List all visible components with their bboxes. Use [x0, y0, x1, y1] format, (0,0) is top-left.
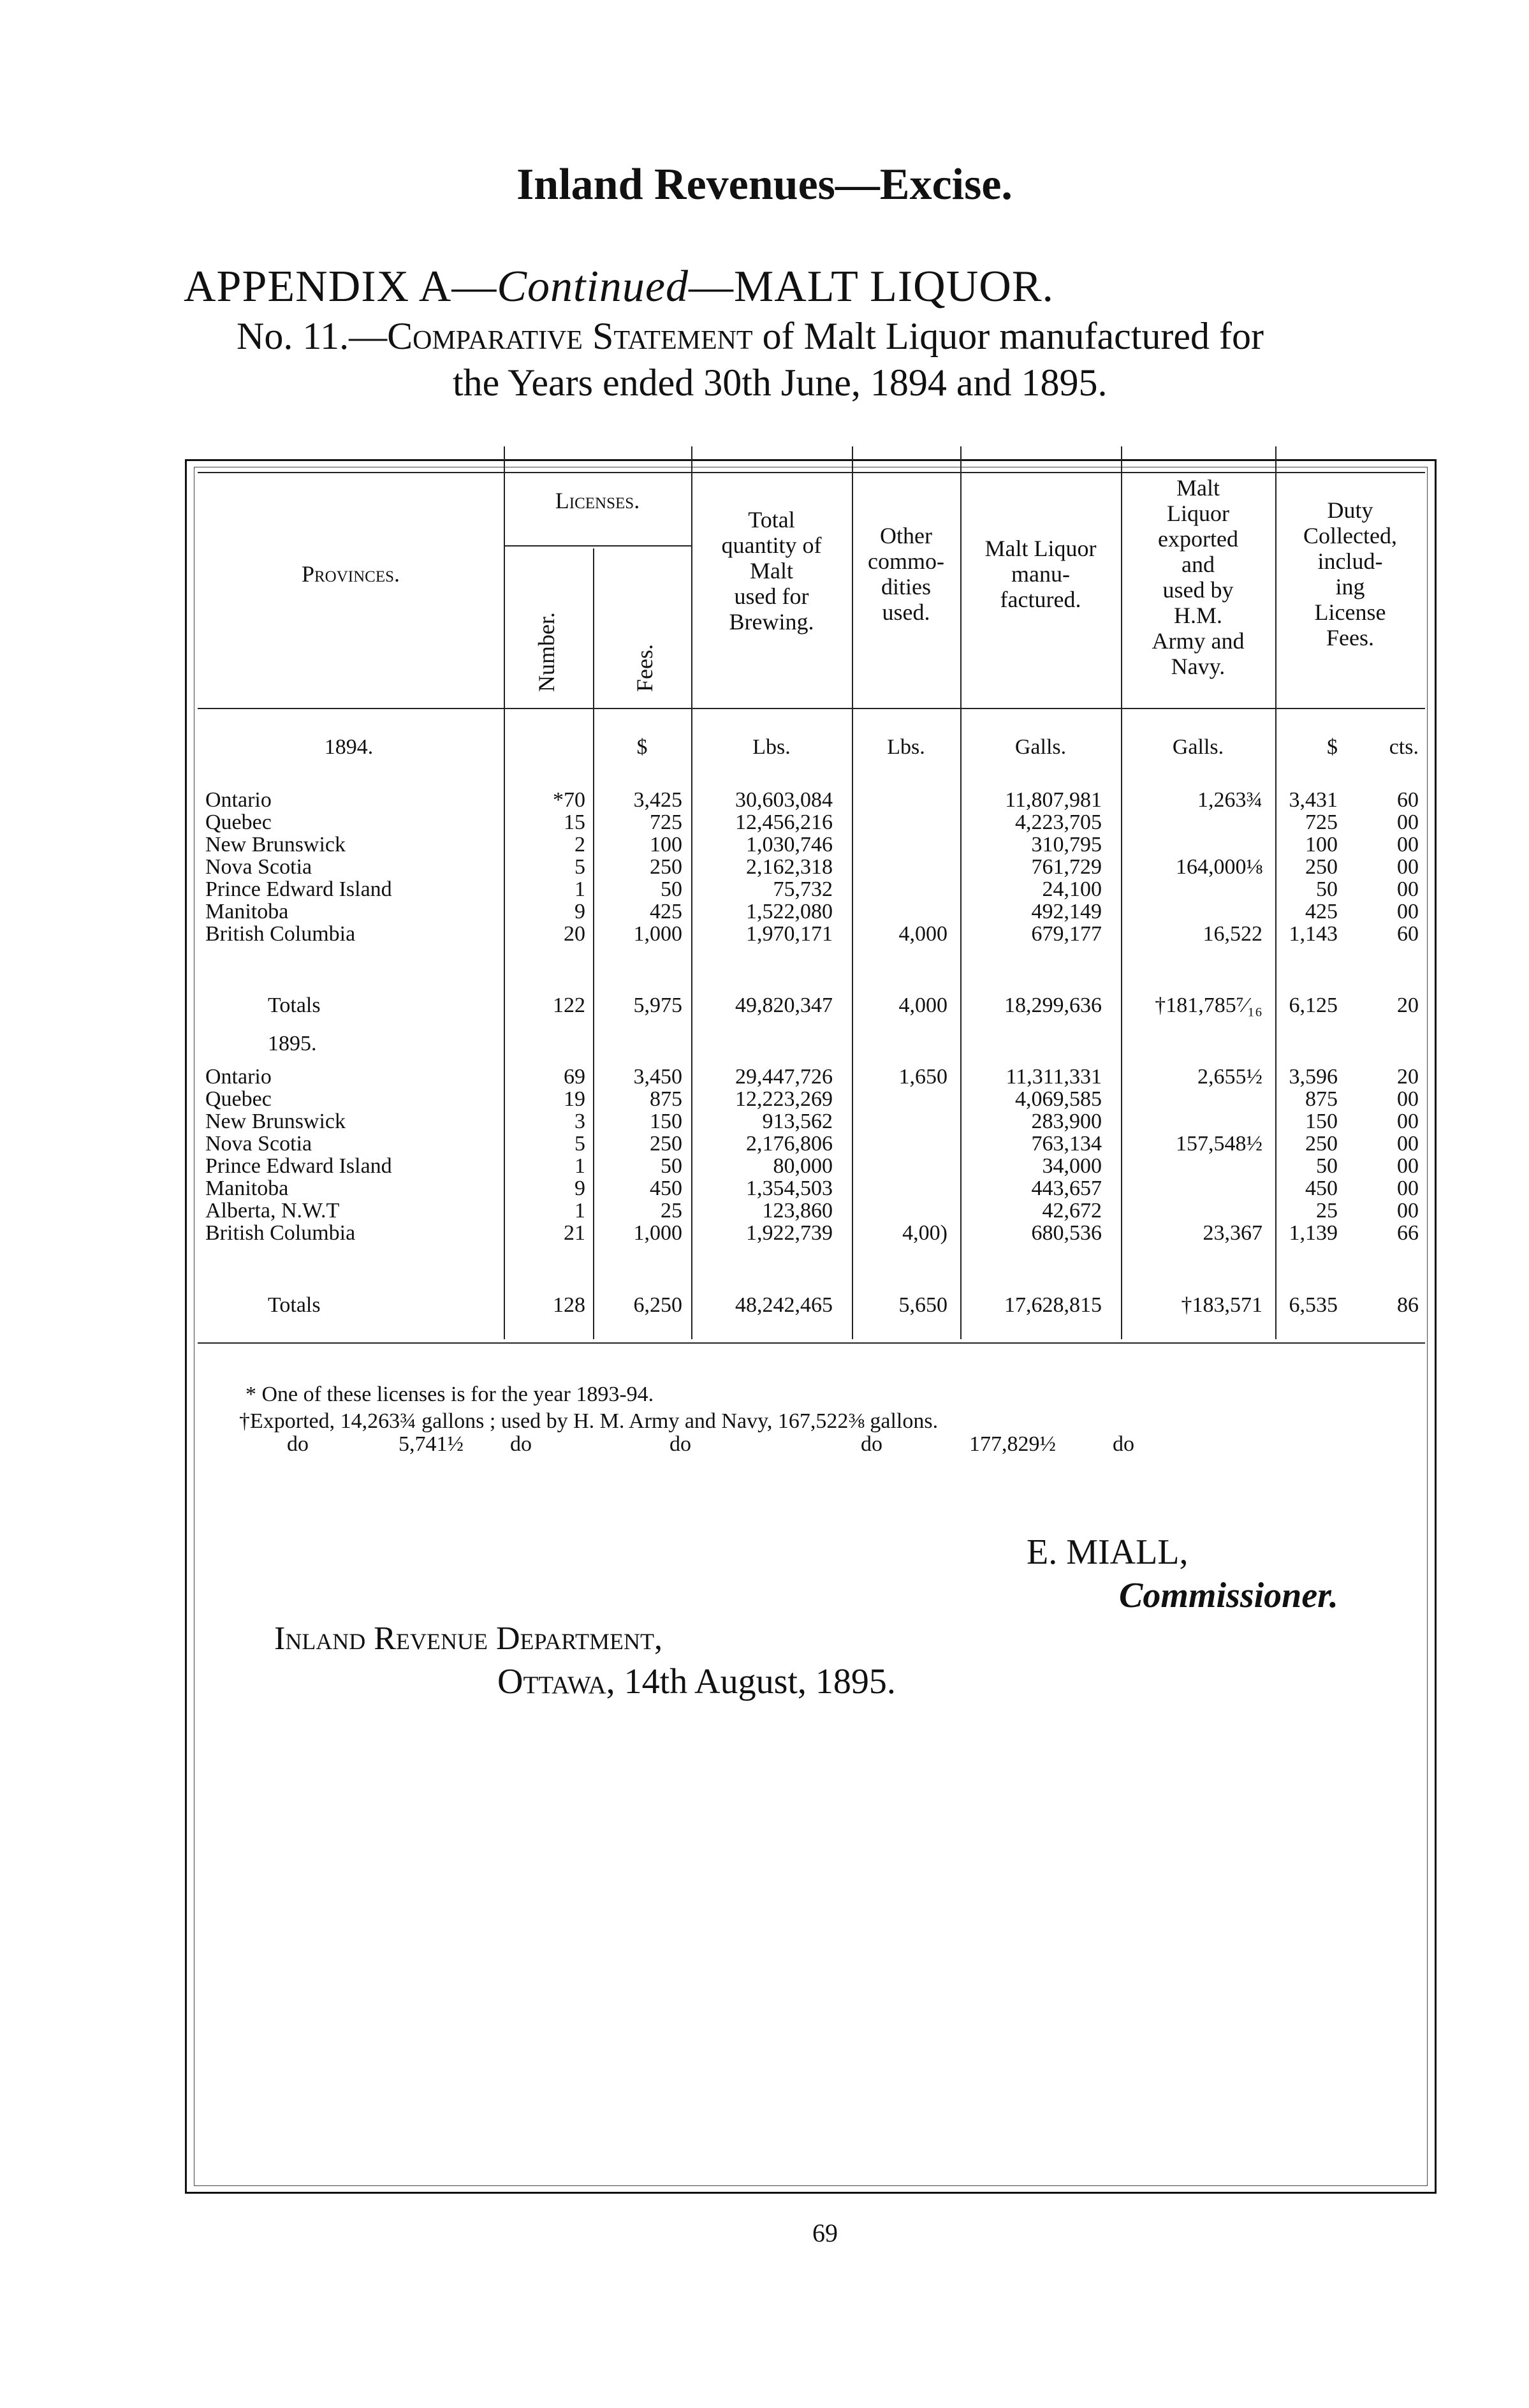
malt-cell: 2,176,806 — [746, 1132, 833, 1156]
units-malt: Lbs. — [752, 735, 791, 759]
appendix-title — [184, 261, 1054, 312]
manufactured-cell: 34,000 — [1042, 1154, 1102, 1178]
units-duty-dollar: $ — [1327, 735, 1338, 759]
duty-dollars-cell: 1,139 — [1289, 1221, 1338, 1245]
header-exported-l8: Navy. — [1171, 654, 1225, 679]
header-exported-l5: used by — [1162, 577, 1234, 603]
fees-cell: 50 — [661, 1154, 682, 1178]
number-cell: *70 — [553, 788, 585, 812]
province-cell: British Columbia — [205, 922, 356, 946]
number-cell: 1 — [574, 1154, 585, 1178]
duty-cents-cell: 00 — [1397, 1154, 1419, 1178]
exported-cell: 1,263¾ — [1197, 788, 1262, 812]
malt-cell: 1,922,739 — [746, 1221, 833, 1245]
manufactured-cell: 679,177 — [1031, 922, 1102, 946]
header-duty-l6: Fees. — [1326, 625, 1374, 650]
exported-cell: 23,367 — [1203, 1221, 1262, 1245]
statement-line2: the Years ended 30th June, 1894 and 1895. — [453, 362, 1108, 404]
table-top-rule — [198, 472, 1425, 473]
duty-cents-cell: 60 — [1397, 922, 1419, 946]
table-row — [0, 879, 1529, 901]
duty-dollars-cell: 150 — [1305, 1110, 1338, 1133]
duty-dollars-cell: 725 — [1305, 811, 1338, 834]
totals-malt: 48,242,465 — [735, 1293, 833, 1317]
province-cell: Nova Scotia — [205, 1132, 312, 1156]
header-exported-l3: exported — [1158, 526, 1238, 552]
malt-cell: 1,970,171 — [746, 922, 833, 946]
table-row — [0, 1200, 1529, 1222]
header-total-quantity — [691, 507, 852, 635]
fees-cell: 450 — [650, 1177, 682, 1200]
table-row — [0, 1111, 1529, 1133]
other-cell: 1,650 — [898, 1065, 947, 1089]
statement-title — [237, 314, 1264, 358]
fees-cell: 25 — [661, 1199, 682, 1222]
duty-cents-cell: 20 — [1397, 1065, 1419, 1089]
units-duty-cts: cts. — [1389, 735, 1419, 759]
manufactured-cell: 11,807,981 — [1005, 788, 1102, 812]
table-row — [0, 1133, 1529, 1156]
place-rest: , 14th August, 1895. — [606, 1662, 896, 1701]
malt-cell: 913,562 — [762, 1110, 833, 1133]
totals-other: 5,650 — [898, 1293, 947, 1317]
fees-cell: 250 — [650, 1132, 682, 1156]
exported-cell: 16,522 — [1203, 922, 1262, 946]
number-cell: 2 — [574, 833, 585, 856]
number-cell: 1 — [574, 1199, 585, 1222]
table-row — [0, 812, 1529, 834]
fees-cell: 3,450 — [633, 1065, 682, 1089]
fees-cell: 1,000 — [633, 1221, 682, 1245]
duty-cents-cell: 00 — [1397, 1132, 1419, 1156]
do-5: do — [861, 1432, 882, 1456]
statement-rest: of Malt Liquor manufactured for — [752, 315, 1264, 357]
place-caps: Ottawa — [497, 1662, 606, 1701]
manufactured-cell: 310,795 — [1031, 833, 1102, 856]
duty-dollars-cell: 450 — [1305, 1177, 1338, 1200]
header-number: Number. — [534, 612, 559, 692]
number-cell: 5 — [574, 1132, 585, 1156]
duty-cents-cell: 00 — [1397, 855, 1419, 879]
province-cell: Quebec — [205, 1087, 272, 1111]
header-duty-l2: Collected, — [1303, 523, 1397, 548]
header-total-quantity-l4: used for — [734, 584, 809, 609]
header-exported-l1: Malt — [1176, 475, 1220, 501]
page-number: 69 — [812, 2219, 838, 2247]
manufactured-cell: 24,100 — [1042, 877, 1102, 901]
fees-cell: 3,425 — [633, 788, 682, 812]
other-cell: 4,000 — [898, 922, 947, 946]
header-exported-l4: and — [1182, 552, 1215, 577]
duty-cents-cell: 00 — [1397, 1110, 1419, 1133]
table-row — [0, 901, 1529, 923]
header-exported — [1121, 475, 1275, 679]
province-cell: British Columbia — [205, 1221, 356, 1245]
number-cell: 19 — [564, 1087, 585, 1111]
province-cell: Nova Scotia — [205, 855, 312, 879]
header-total-quantity-l5: Brewing. — [729, 609, 814, 635]
totals-fees: 5,975 — [633, 994, 682, 1017]
units-year: 1894. — [324, 735, 374, 759]
header-other-l1: Other — [880, 523, 932, 548]
duty-cents-cell: 00 — [1397, 1177, 1419, 1200]
duty-cents-cell: 00 — [1397, 833, 1419, 856]
statement-caps: Comparative Statement — [387, 315, 753, 357]
statement-no: No. 11.— — [237, 315, 388, 357]
totals-other: 4,000 — [898, 994, 947, 1017]
table-row — [0, 789, 1529, 812]
manufactured-cell: 763,134 — [1031, 1132, 1102, 1156]
manufactured-cell: 11,311,331 — [1006, 1065, 1102, 1089]
table-row — [0, 1089, 1529, 1111]
table-row — [0, 1066, 1529, 1089]
appendix-prefix: APPENDIX A— — [184, 262, 497, 311]
number-cell: 20 — [564, 922, 585, 946]
header-other-l4: used. — [882, 599, 930, 625]
duty-dollars-cell: 3,431 — [1289, 788, 1338, 812]
number-cell: 15 — [564, 811, 585, 834]
manufactured-cell: 42,672 — [1042, 1199, 1102, 1222]
units-exported: Galls. — [1172, 735, 1224, 759]
units-other: Lbs. — [887, 735, 925, 759]
manufactured-cell: 283,900 — [1031, 1110, 1102, 1133]
exported-cell: 157,548½ — [1176, 1132, 1262, 1156]
footnote-dagger: †Exported, 14,263¾ gallons ; used by H. M. Army and Navy, 167,522⅜ gallons. — [239, 1409, 939, 1433]
malt-cell: 80,000 — [773, 1154, 833, 1178]
fees-cell: 425 — [650, 900, 682, 923]
province-cell: Manitoba — [205, 1177, 289, 1200]
totals-number: 122 — [553, 994, 585, 1017]
number-cell: 69 — [564, 1065, 585, 1089]
do-6: 177,829½ — [969, 1432, 1056, 1456]
footnote-do-line — [0, 1432, 1529, 1458]
totals-duty-cents: 20 — [1397, 994, 1419, 1017]
header-exported-l2: Liquor — [1167, 501, 1229, 526]
header-bottom-rule — [198, 708, 1425, 709]
manufactured-cell: 4,069,585 — [1015, 1087, 1102, 1111]
header-duty — [1275, 497, 1425, 650]
malt-cell: 1,354,503 — [746, 1177, 833, 1200]
province-cell: New Brunswick — [205, 833, 346, 856]
province-cell: Ontario — [205, 788, 272, 812]
units-row — [0, 737, 1529, 762]
year-1895: 1895. — [268, 1032, 317, 1055]
duty-dollars-cell: 425 — [1305, 900, 1338, 923]
fees-cell: 100 — [650, 833, 682, 856]
malt-cell: 12,456,216 — [735, 811, 833, 834]
units-manufactured: Galls. — [1014, 735, 1067, 759]
header-duty-l5: License — [1314, 599, 1386, 625]
exported-cell: 164,000⅛ — [1176, 855, 1262, 879]
fees-cell: 875 — [650, 1087, 682, 1111]
table-bottom-rule — [198, 1342, 1425, 1344]
header-exported-l6: H.M. — [1173, 603, 1222, 628]
totals-exported: †183,571 — [1181, 1293, 1262, 1317]
table-row — [0, 834, 1529, 856]
duty-dollars-cell: 25 — [1316, 1199, 1338, 1222]
number-cell: 3 — [574, 1110, 585, 1133]
number-cell: 9 — [574, 1177, 585, 1200]
header-manufactured — [960, 536, 1121, 612]
province-cell: Manitoba — [205, 900, 289, 923]
totals-exported: †181,785⁷⁄₁₆ — [1155, 994, 1262, 1017]
duty-dollars-cell: 3,596 — [1289, 1065, 1338, 1089]
header-other-l3: dities — [881, 574, 931, 599]
province-cell: Prince Edward Island — [205, 1154, 392, 1178]
fees-cell: 725 — [650, 811, 682, 834]
signature-name: E. MIALL, — [1027, 1532, 1189, 1572]
number-cell: 1 — [574, 877, 585, 901]
running-title: Inland Revenues—Excise. — [516, 160, 1013, 209]
duty-cents-cell: 00 — [1397, 877, 1419, 901]
totals-duty-dollars: 6,535 — [1289, 1293, 1338, 1317]
totals-label: Totals — [268, 994, 321, 1017]
duty-cents-cell: 00 — [1397, 1087, 1419, 1111]
manufactured-cell: 4,223,705 — [1015, 811, 1102, 834]
fees-cell: 250 — [650, 855, 682, 879]
malt-cell: 30,603,084 — [735, 788, 833, 812]
duty-dollars-cell: 250 — [1305, 855, 1338, 879]
table-row — [0, 1156, 1529, 1178]
totals-manufactured: 17,628,815 — [1004, 1293, 1102, 1317]
duty-dollars-cell: 1,143 — [1289, 922, 1338, 946]
duty-cents-cell: 66 — [1397, 1221, 1419, 1245]
province-cell: Ontario — [205, 1065, 272, 1089]
province-cell: Quebec — [205, 811, 272, 834]
appendix-suffix: —MALT LIQUOR. — [688, 262, 1055, 311]
header-total-quantity-l1: Total — [748, 507, 795, 532]
duty-dollars-cell: 100 — [1305, 833, 1338, 856]
number-cell: 21 — [564, 1221, 585, 1245]
header-fees: Fees. — [632, 644, 657, 692]
duty-cents-cell: 00 — [1397, 1199, 1419, 1222]
malt-cell: 75,732 — [773, 877, 833, 901]
place-date — [497, 1661, 896, 1702]
header-provinces: Provinces. — [301, 561, 400, 587]
fees-cell: 50 — [661, 877, 682, 901]
province-cell: Alberta, N.W.T — [205, 1199, 340, 1222]
province-cell: New Brunswick — [205, 1110, 346, 1133]
manufactured-cell: 443,657 — [1031, 1177, 1102, 1200]
units-fees: $ — [636, 735, 648, 759]
duty-dollars-cell: 875 — [1305, 1087, 1338, 1111]
malt-cell: 12,223,269 — [735, 1087, 833, 1111]
fees-cell: 150 — [650, 1110, 682, 1133]
province-cell: Prince Edward Island — [205, 877, 392, 901]
table-row — [0, 1178, 1529, 1200]
do-1: do — [287, 1432, 309, 1456]
do-2: 5,741½ — [399, 1432, 464, 1456]
malt-cell: 1,030,746 — [746, 833, 833, 856]
department: Inland Revenue Department, — [274, 1620, 663, 1657]
licenses-rule — [504, 545, 691, 547]
duty-cents-cell: 00 — [1397, 900, 1419, 923]
table-row — [0, 856, 1529, 879]
totals-manufactured: 18,299,636 — [1004, 994, 1102, 1017]
totals-label: Totals — [268, 1293, 321, 1317]
table-row — [0, 923, 1529, 946]
header-manufactured-l1: Malt Liquor — [984, 536, 1097, 561]
malt-cell: 2,162,318 — [746, 855, 833, 879]
malt-cell: 123,860 — [762, 1199, 833, 1222]
table-row — [0, 1222, 1529, 1245]
exported-cell: 2,655½ — [1197, 1065, 1262, 1089]
duty-dollars-cell: 50 — [1316, 1154, 1338, 1178]
header-other-l2: commo- — [868, 548, 944, 574]
totals-number: 128 — [553, 1293, 585, 1317]
footnote-star: * One of these licenses is for the year 1893-94. — [245, 1383, 654, 1406]
duty-cents-cell: 00 — [1397, 811, 1419, 834]
manufactured-cell: 761,729 — [1031, 855, 1102, 879]
totals-duty-dollars: 6,125 — [1289, 994, 1338, 1017]
header-other — [852, 523, 960, 625]
table-frame-inner — [194, 467, 1428, 2186]
header-duty-l3: includ- — [1317, 548, 1383, 574]
appendix-continued: Continued — [497, 262, 689, 311]
number-cell: 9 — [574, 900, 585, 923]
duty-dollars-cell: 50 — [1316, 877, 1338, 901]
manufactured-cell: 492,149 — [1031, 900, 1102, 923]
header-manufactured-l3: factured. — [1000, 587, 1081, 612]
do-7: do — [1113, 1432, 1134, 1456]
other-cell: 4,00) — [902, 1221, 947, 1245]
totals-malt: 49,820,347 — [735, 994, 833, 1017]
totals-duty-cents: 86 — [1397, 1293, 1419, 1317]
fees-cell: 1,000 — [633, 922, 682, 946]
malt-cell: 1,522,080 — [746, 900, 833, 923]
duty-cents-cell: 60 — [1397, 788, 1419, 812]
header-duty-l4: ing — [1335, 574, 1365, 599]
manufactured-cell: 680,536 — [1031, 1221, 1102, 1245]
totals-fees: 6,250 — [633, 1293, 682, 1317]
signature-title: Commissioner. — [1119, 1576, 1338, 1615]
number-cell: 5 — [574, 855, 585, 879]
header-total-quantity-l2: quantity of — [721, 532, 822, 558]
do-4: do — [669, 1432, 691, 1456]
header-licenses: Licenses. — [555, 488, 640, 513]
duty-dollars-cell: 250 — [1305, 1132, 1338, 1156]
do-3: do — [510, 1432, 532, 1456]
header-total-quantity-l3: Malt — [750, 558, 793, 584]
malt-cell: 29,447,726 — [735, 1065, 833, 1089]
header-manufactured-l2: manu- — [1011, 561, 1070, 587]
header-exported-l7: Army and — [1152, 628, 1245, 654]
header-duty-l1: Duty — [1327, 497, 1373, 523]
